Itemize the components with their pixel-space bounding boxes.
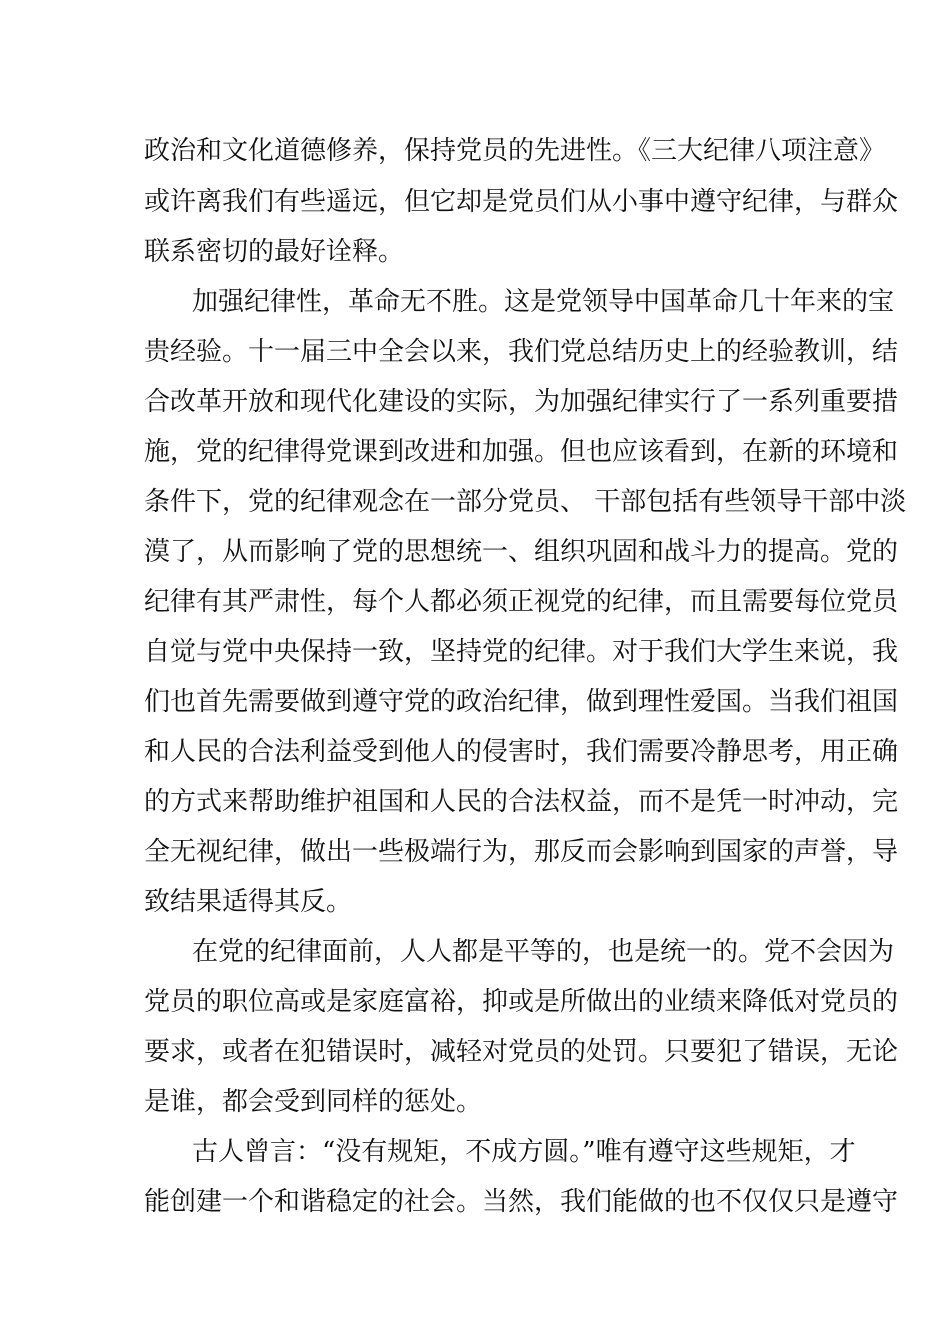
paragraph-1-line-2: 或许离我们有些遥远，但它却是党员们从小事中遵守纪律，与群众 <box>144 187 899 217</box>
paragraph-3-line-1: 在党的纪律面前，人人都是平等的，也是统一的。党不会因为 <box>192 937 895 967</box>
paragraph-2-line-5: 条件下，党的纪律观念在一部分党员、 干部包括有些领导干部中淡 <box>144 487 907 517</box>
paragraph-2-line-1: 加强纪律性，革命无不胜。这是党领导中国革命几十年来的宝 <box>192 287 895 317</box>
paragraph-3-line-3: 要求，或者在犯错误时，减轻对党员的处罚。只要犯了错误，无论 <box>144 1037 899 1067</box>
paragraph-2-line-12: 全无视纪律，做出一些极端行为，那反而会影响到国家的声誉，导 <box>144 837 899 867</box>
paragraph-3-line-2: 党员的职位高或是家庭富裕，抑或是所做出的业绩来降低对党员的 <box>144 987 899 1017</box>
paragraph-2-line-6: 漠了，从而影响了党的思想统一、组织巩固和战斗力的提高。党的 <box>144 537 899 567</box>
paragraph-2-line-9: 们也首先需要做到遵守党的政治纪律，做到理性爱国。当我们祖国 <box>144 687 899 717</box>
paragraph-2-line-10: 和人民的合法利益受到他人的侵害时，我们需要冷静思考，用正确 <box>144 737 899 767</box>
paragraph-2-line-8: 自觉与党中央保持一致，坚持党的纪律。对于我们大学生来说，我 <box>144 637 899 667</box>
paragraph-2-line-3: 合改革开放和现代化建设的实际，为加强纪律实行了一系列重要措 <box>144 387 899 417</box>
paragraph-4-line-1: 古人曾言：“没有规矩，不成方圆。”唯有遵守这些规矩，才 <box>192 1137 856 1167</box>
paragraph-2-line-4: 施，党的纪律得党课到改进和加强。但也应该看到，在新的环境和 <box>144 437 899 467</box>
paragraph-2-line-11: 的方式来帮助维护祖国和人民的合法权益，而不是凭一时冲动，完 <box>144 787 899 817</box>
paragraph-1-line-1: 政治和文化道德修养，保持党员的先进性。《三大纪律八项注意》 <box>144 136 886 166</box>
paragraph-4-line-2: 能创建一个和谐稳定的社会。当然，我们能做的也不仅仅只是遵守 <box>144 1187 899 1217</box>
paragraph-1-line-3: 联系密切的最好诠释。 <box>144 237 405 267</box>
paragraph-2-line-2: 贵经验。十一届三中全会以来，我们党总结历史上的经验教训，结 <box>144 337 899 367</box>
paragraph-2-line-7: 纪律有其严肃性，每个人都必须正视党的纪律，而且需要每位党员 <box>144 587 899 617</box>
paragraph-2-line-13: 致结果适得其反。 <box>144 887 353 917</box>
paragraph-3-line-4: 是谁，都会受到同样的惩处。 <box>144 1087 483 1117</box>
